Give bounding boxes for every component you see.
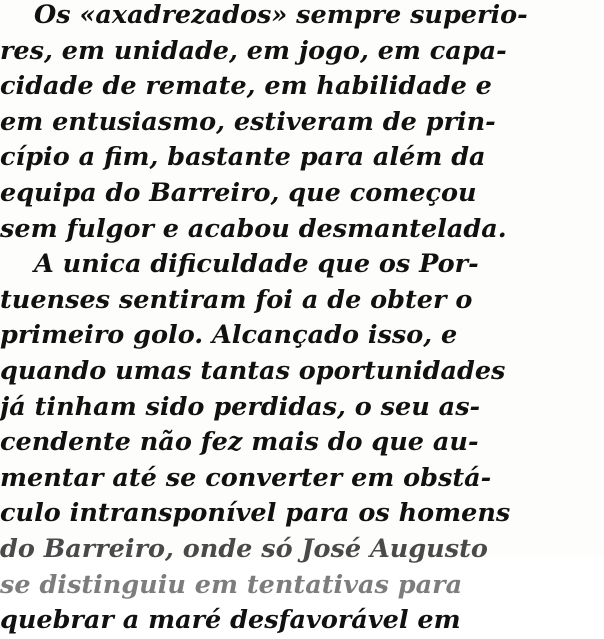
text-line: já tinham sido perdidas, o seu as- <box>0 391 481 422</box>
text-line: tuenses sentiram foi a de obter o <box>0 284 473 315</box>
text-line: Os «axadrezados» sempre superio- <box>34 0 528 30</box>
paragraph-2 <box>0 247 604 639</box>
text-line: cendente não fez mais do que au- <box>0 427 479 458</box>
paragraph-1 <box>0 0 604 247</box>
text-line: primeiro golo. Alcançado isso, e <box>0 320 458 351</box>
text-line: sem fulgor e acabou desmantelada. <box>0 213 507 244</box>
text-line: equipa do Barreiro, que começou <box>0 177 477 208</box>
text-line: cípio a fim, bastante para além da <box>0 142 486 173</box>
text-line: quando umas tantas oportunidades <box>0 355 506 386</box>
text-line: em entusiasmo, estiveram de prin- <box>0 106 496 137</box>
text-line: mentar até se converter em obstá- <box>0 462 492 493</box>
text-line: quebrar a maré desfavorável em <box>0 605 461 636</box>
text-line: do Barreiro, onde só José Augusto <box>0 533 488 564</box>
text-line: A unica dificuldade que os Por- <box>34 249 479 280</box>
text-line: culo intransponível para os homens <box>0 498 511 529</box>
text-line: cidade de remate, em habilidade e <box>0 71 492 102</box>
text-line: se distinguiu em tentativas para <box>0 569 463 600</box>
text-line: res, em unidade, em jogo, em capa- <box>0 35 507 66</box>
